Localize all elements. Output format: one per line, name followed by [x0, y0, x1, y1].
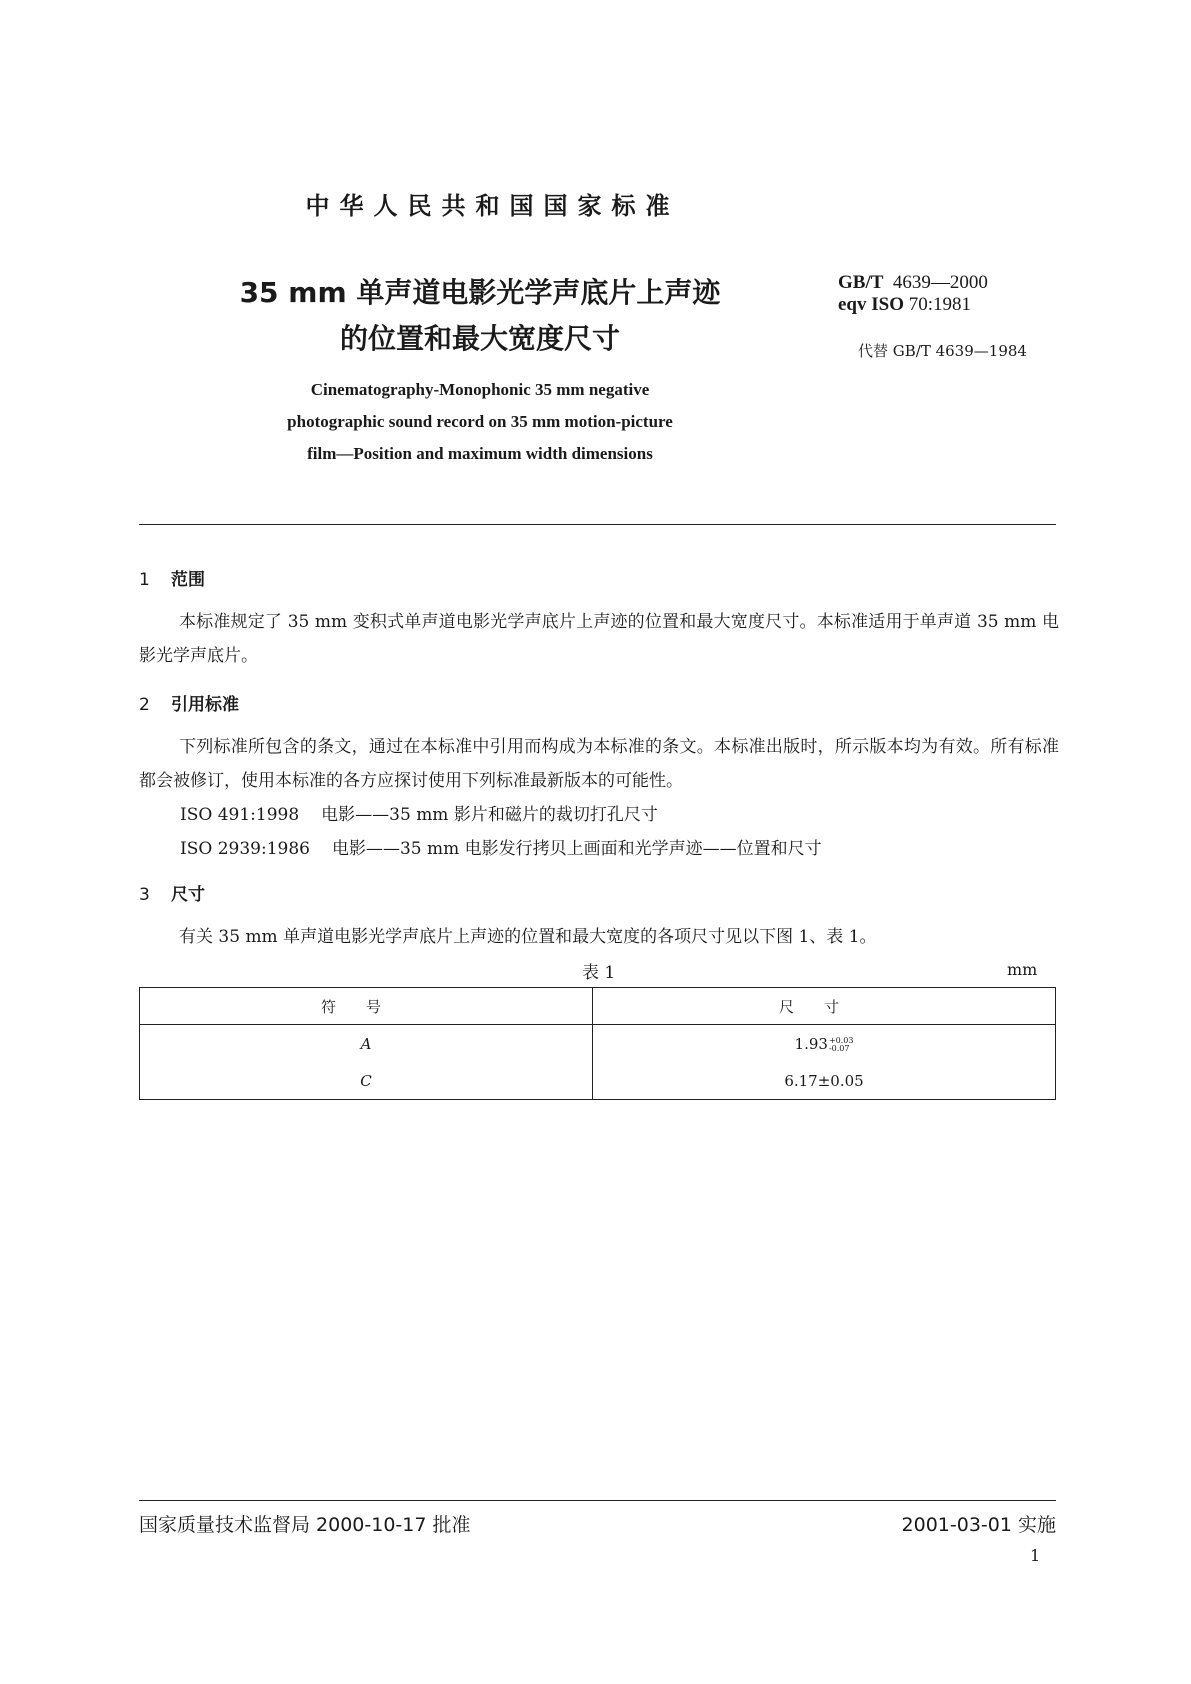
tolerance: +0.03 -0.07: [828, 1035, 854, 1053]
dimensions-table: [139, 987, 1056, 1100]
dimension-cell: 1.93 +0.03 -0.07: [593, 1025, 1056, 1063]
column-header-symbol: 符号: [140, 988, 593, 1025]
column-header-dimension: 尺寸: [593, 988, 1056, 1025]
section-3-text: 有关 35 mm 单声道电影光学声底片上声迹的位置和最大宽度的各项尺寸见以下图 1、表 1。: [179, 927, 877, 947]
section-2-text: 下列标准所包含的条文，通过在本标准中引用而构成为本标准的条文。本标准出版时，所示版本均为有效。所有标准都会被修订，使用本标准的各方应探讨使用下列标准最新版本的可能性。: [139, 737, 1059, 791]
replaces-standard: 代替 GB/T 4639—1984: [858, 342, 1027, 360]
header-divider: [139, 524, 1056, 525]
table-row: [140, 1025, 1056, 1063]
national-standard-title: 中华人民共和国国家标准: [305, 192, 680, 220]
chinese-title-line-1: 35 mm 单声道电影光学声底片上声迹: [239, 276, 721, 309]
reference-item: ISO 491:1998 电影——35 mm 影片和磁片的裁切打孔尺寸: [180, 805, 658, 825]
standard-code: GB/T 4639—2000: [838, 272, 988, 293]
english-title-line-3: film—Position and maximum width dimensions: [307, 444, 653, 463]
section-1-text: 本标准规定了 35 mm 变积式单声道电影光学声底片上声迹的位置和最大宽度尺寸。本标准适用于单声道 35 mm 电影光学声底片。: [139, 612, 1059, 666]
equivalent-standard: eqv ISO 70:1981: [838, 294, 972, 315]
standard-number-block: [838, 272, 988, 316]
english-title-line-2: photographic sound record on 35 mm motion-picture: [287, 412, 673, 431]
table-row: [140, 1062, 1056, 1100]
english-title: [200, 374, 760, 470]
chinese-title: [200, 270, 760, 362]
table-header-row: [140, 988, 1056, 1025]
section-3-heading: 3 尺寸: [139, 885, 205, 905]
footer-divider: [139, 1500, 1056, 1501]
reference-item: ISO 2939:1986 电影——35 mm 电影发行拷贝上画面和光学声迹——位置和尺寸: [180, 839, 822, 859]
approval-line: 国家质量技术监督局 2000-10-17 批准: [139, 1514, 471, 1536]
table-caption: 表 1: [582, 963, 616, 983]
table-unit: mm: [1007, 960, 1038, 979]
section-2-heading: 2 引用标准: [139, 695, 239, 715]
section-1-heading: 1 范围: [139, 570, 205, 590]
symbol-cell: C: [360, 1071, 372, 1090]
chinese-title-line-2: 的位置和最大宽度尺寸: [339, 322, 620, 355]
english-title-line-1: Cinematography-Monophonic 35 mm negative: [310, 380, 650, 399]
page-number: 1: [1030, 1546, 1041, 1565]
symbol-cell: A: [360, 1034, 372, 1053]
effective-date: 2001-03-01 实施: [901, 1514, 1056, 1536]
dimension-cell: 6.17±0.05: [593, 1062, 1056, 1100]
